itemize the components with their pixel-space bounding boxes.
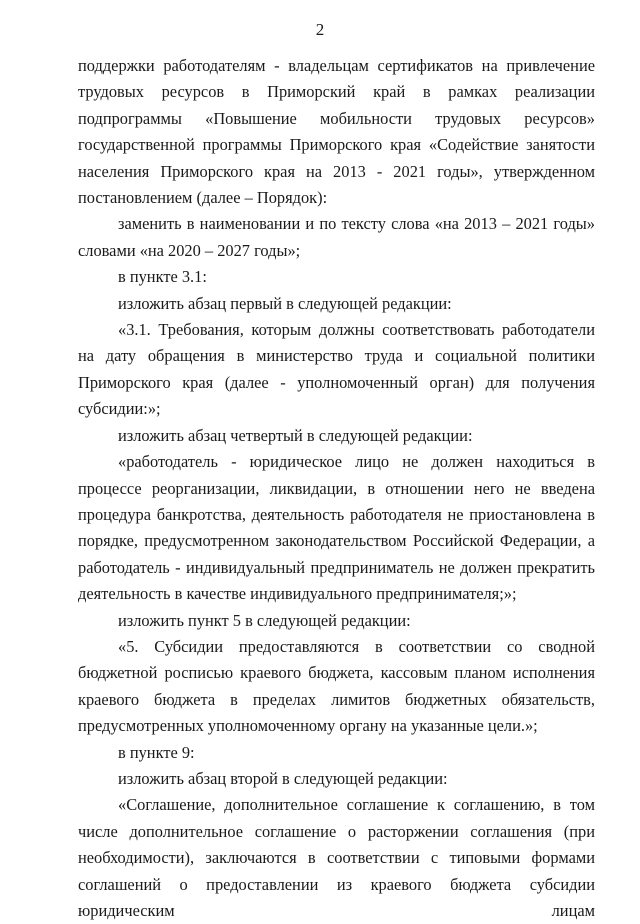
paragraph-clause-5-instruction: изложить пункт 5 в следующей редакции: bbox=[118, 610, 411, 630]
paragraph-second-abzac-instruction: изложить абзац второй в следующей редакции: bbox=[118, 768, 448, 788]
paragraph-replace-words: заменить в наименовании и по тексту слова «на 2013 – 2021 годы» словами «на 2020 – 2027 годы»; bbox=[78, 214, 595, 260]
paragraph-continuation: поддержки работодателям - владельцам сертификатов на привлечение трудовых ресурсов в Приморский край в рамках реализации подпрограммы «Повышение мобильности трудовых ресурсов» государственной программы Приморского края «Содействие занятости населения Приморского края на 2013 - 2021 годы», утвержденном постановлением (далее – Порядок): bbox=[78, 56, 595, 208]
paragraph-fourth-abzac-instruction: изложить абзац четвертый в следующей редакции: bbox=[118, 425, 473, 445]
paragraph-clause-3-1-text: «3.1. Требования, которым должны соответствовать работодатели на дату обращения в министерство труда и социальной политики Приморского края (далее - уполномоченный орган) для получения субсидии:»; bbox=[78, 320, 595, 419]
paragraph-clause-9: в пункте 9: bbox=[118, 742, 195, 762]
paragraph-agreement-text: «Соглашение, дополнительное соглашение к соглашению, в том числе дополнительное соглашение о расторжении соглашения (при необходимости), заключаются в соответствии с типовыми формами соглашений о предоставлении из краевого бюджета субсидии юридическим лицам bbox=[78, 795, 595, 920]
page-number: 2 bbox=[315, 20, 325, 39]
paragraph-clause-5-text: «5. Субсидии предоставляются в соответствии со сводной бюджетной росписью краевого бюджета, кассовым планом исполнения краевого бюджета в пределах лимитов бюджетных обязательств, предусмотренных уполномоченному органу на указанные цели.»; bbox=[78, 636, 595, 736]
paragraph-first-abzac-instruction: изложить абзац первый в следующей редакции: bbox=[118, 293, 452, 313]
paragraph-clause-3-1: в пункте 3.1: bbox=[118, 267, 207, 287]
paragraph-employer-requirements: «работодатель - юридическое лицо не должен находиться в процессе реорганизации, ликвидации, в отношении него не введена процедура банкротства, деятельность работодателя не приостановлена в порядке, предусмотренном законодательством Российской Федерации, а работодатель - индивидуальный предприниматель не должен прекратить деятельность в качестве индивидуального предпринимателя;»; bbox=[78, 452, 595, 604]
document-body bbox=[78, 53, 595, 924]
